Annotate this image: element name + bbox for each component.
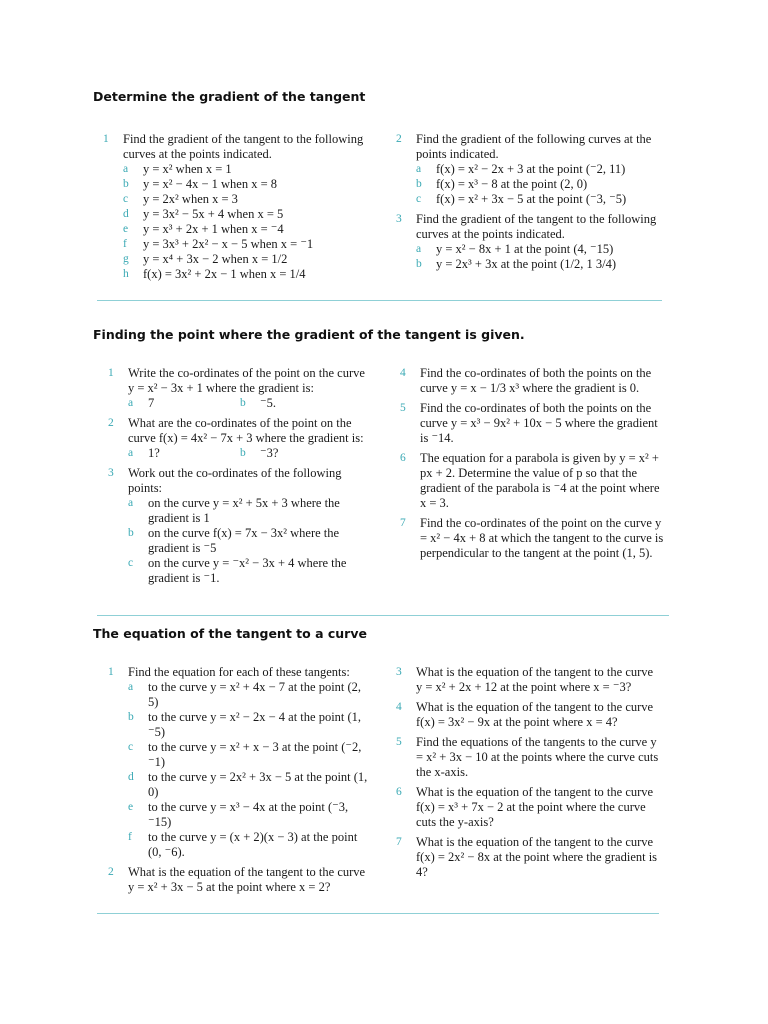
sub-question: c y = 2x² when x = 3 (123, 192, 238, 206)
section-2-left-column (108, 366, 372, 591)
sub-question: a y = x² − 8x + 1 at the point (4, ⁻15) (416, 242, 614, 256)
section-3-right-column (396, 665, 660, 885)
section-3-left-column (108, 665, 372, 900)
sub-question: b to the curve y = x² − 2x − 4 at the point (1, ⁻5) (128, 710, 362, 739)
section-3-heading: The equation of the tangent to a curve (93, 626, 367, 641)
question: 1 Find the equation for each of these tangents: a to the curve y = x² + 4x − 7 at the point (2, 5) b to the curve y = x² − 2x − 4 at the point (1, ⁻5) c to the curve y = x² + x − 3 at the point (⁻2, ⁻1) d to the curve y = 2x² + 3x − 5 at the point (1, 0) e to the curve y = x³ − 4x at the point (⁻3, ⁻15) f to the curve y = (x + 2)(x − 3) at the point (0, ⁻6). (108, 665, 372, 860)
sub-question: g y = x⁴ + 3x − 2 when x = 1/2 (123, 252, 288, 266)
sub-question: a to the curve y = x² + 4x − 7 at the point (2, 5) (128, 680, 362, 709)
sub-question: a 1? (128, 446, 160, 460)
section-2-heading: Finding the point where the gradient of the tangent is given. (93, 327, 525, 342)
question: 2 What is the equation of the tangent to the curve y = x² + 3x − 5 at the point where x = 2? (108, 865, 366, 894)
sub-question: f to the curve y = (x + 2)(x − 3) at the point (0, ⁻6). (128, 830, 358, 859)
question: 3 Work out the co-ordinates of the following points: a on the curve y = x² + 5x + 3 where the gradient is 1 b on the curve f(x) = 7x − 3x² where the gradient is ⁻5 c on the curve y = ⁻x² − 3x + 4 where the gradient is ⁻1. (108, 466, 372, 586)
sub-question: c on the curve y = ⁻x² − 3x + 4 where the gradient is ⁻1. (128, 556, 347, 585)
sub-question: a y = x² when x = 1 (123, 162, 232, 176)
question: 4 What is the equation of the tangent to the curve f(x) = 3x² − 9x at the point where x = 4? (396, 700, 654, 729)
question: 7 What is the equation of the tangent to the curve f(x) = 2x² − 8x at the point where the gradient is 4? (396, 835, 658, 879)
question: 7 Find the co-ordinates of the point on the curve y = x² − 4x + 8 at which the tangent to the curve is perpendicular to the tangent at the point (1, 5). (400, 516, 664, 560)
sub-question: e y = x³ + 2x + 1 when x = ⁻4 (123, 222, 284, 236)
section-divider (97, 913, 659, 914)
sub-question: a on the curve y = x² + 5x + 3 where the gradient is 1 (128, 496, 340, 525)
question: 1 Find the gradient of the tangent to the following curves at the points indicated. a y = x² when x = 1 b y = x² − 4x − 1 when x = 8 c y = 2x² when x = 3 d y = 3x² − 5x + 4 when x = 5 e y = x³ + 2x + 1 when x = ⁻4 f y = 3x³ + 2x² − x − 5 when x = ⁻1 g y = x⁴ + 3x − 2 when x = 1/2 h f(x) = 3x² + 2x − 1 when x = 1/4 (103, 132, 364, 281)
section-divider (97, 615, 669, 616)
sub-question: b y = x² − 4x − 1 when x = 8 (123, 177, 278, 191)
sub-question: b f(x) = x³ − 8 at the point (2, 0) (416, 177, 588, 191)
sub-question: b y = 2x³ + 3x at the point (1/2, 1 3/4) (416, 257, 616, 271)
question: 6 What is the equation of the tangent to the curve f(x) = x³ + 7x − 2 at the point where the curve cuts the y-axis? (396, 785, 654, 829)
section-1-right-column (396, 132, 664, 277)
sub-question: b ⁻5. (240, 396, 276, 410)
section-1-heading: Determine the gradient of the tangent (93, 89, 366, 104)
question: 2 What are the co-ordinates of the point on the curve f(x) = 4x² − 7x + 3 where the gradient is: a 1? b ⁻3? (108, 416, 364, 460)
sub-question: c f(x) = x² + 3x − 5 at the point (⁻3, ⁻5) (416, 192, 627, 206)
sub-question: a f(x) = x² − 2x + 3 at the point (⁻2, 11) (416, 162, 626, 176)
sub-question: c to the curve y = x² + x − 3 at the point (⁻2, ⁻1) (128, 740, 362, 769)
sub-question: e to the curve y = x³ − 4x at the point (⁻3, ⁻15) (128, 800, 349, 829)
section-divider (97, 300, 662, 301)
question: 4 Find the co-ordinates of both the points on the curve y = x − 1/3 x³ where the gradient is 0. (400, 366, 652, 395)
sub-question: b ⁻3? (240, 446, 279, 460)
question: 1 Write the co-ordinates of the point on the curve y = x² − 3x + 1 where the gradient is: a 7 b ⁻5. (108, 366, 365, 410)
question: 3 Find the gradient of the tangent to the following curves at the points indicated. a y = x² − 8x + 1 at the point (4, ⁻15) b y = 2x³ + 3x at the point (1/2, 1 3/4) (396, 212, 664, 272)
sub-question: d to the curve y = 2x² + 3x − 5 at the point (1, 0) (128, 770, 368, 799)
section-1-left-column (103, 132, 365, 287)
section-2-right-column (400, 366, 664, 566)
sub-question: d y = 3x² − 5x + 4 when x = 5 (123, 207, 284, 221)
question: 5 Find the equations of the tangents to the curve y = x² + 3x − 10 at the points where the curve cuts the x-axis. (396, 735, 659, 779)
question: 6 The equation for a parabola is given by y = x² + px + 2. Determine the value of p so that the gradient of the parabola is ⁻4 at the point where x = 3. (400, 451, 660, 510)
sub-question: h f(x) = 3x² + 2x − 1 when x = 1/4 (123, 267, 306, 281)
sub-question: b on the curve f(x) = 7x − 3x² where the gradient is ⁻5 (128, 526, 340, 555)
question: 2 Find the gradient of the following curves at the points indicated. a f(x) = x² − 2x + 3 at the point (⁻2, 11) b f(x) = x³ − 8 at the point (2, 0) c f(x) = x² + 3x − 5 at the point (⁻3, ⁻5) (396, 132, 664, 207)
sub-question: f y = 3x³ + 2x² − x − 5 when x = ⁻1 (123, 237, 314, 251)
sub-question: a 7 (128, 396, 155, 410)
question: 3 What is the equation of the tangent to the curve y = x² + 2x + 12 at the point where x = ⁻3? (396, 665, 654, 694)
question: 5 Find the co-ordinates of both the points on the curve y = x³ − 9x² + 10x − 5 where the gradient is ⁻14. (400, 401, 658, 445)
